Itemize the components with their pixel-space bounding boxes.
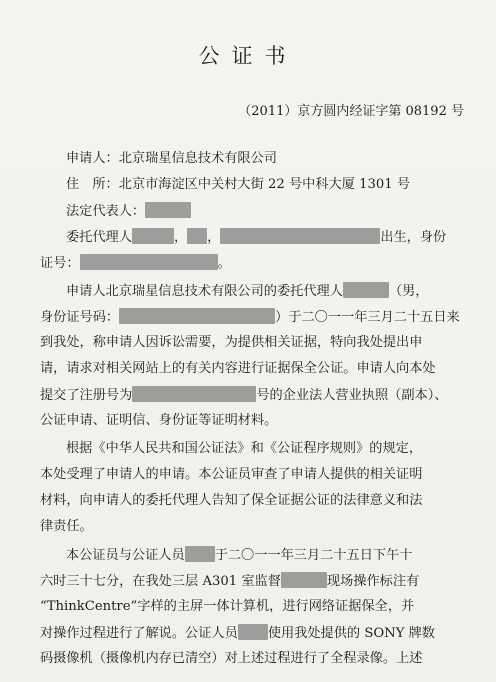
para1-line4 [40,360,478,378]
text: 码摄像机（摄像机内存已清空）对上述过程进行了全程录像。上述 [40,651,423,666]
agent-birth-text: 出生，身份 [380,230,447,245]
agent-id-line [40,254,478,273]
text: 提交了注册号为 [40,388,133,403]
para2-line4 [40,518,478,536]
address-value: 北京市海淀区中关村大街 22 号中科大厦 1301 号 [118,177,411,192]
text: 使用我处提供的 SONY 牌数 [267,626,435,641]
text: 六时三十七分，在我处三层 A301 室监督 [40,574,281,589]
para3-line2 [40,572,478,591]
text: 根据《中华人民共和国公证法》和《公证程序规则》的规定， [66,441,423,456]
para3-line1 [40,546,478,565]
text: 对操作过程进行了解说。公证人员 [40,626,238,641]
text: 到我处，称申请人因诉讼需要，为提供相关证据，特向我处提出申 [40,335,423,350]
document-number: （2011）京方圆内经证字第 08192 号 [238,104,464,119]
para1-line5 [40,386,478,405]
legal-rep-line [40,202,478,221]
legal-rep-label: 法定代表人： [66,204,146,219]
para3-line5 [40,650,478,668]
text: 号的企业法人营业执照（副本）、 [256,388,448,403]
redaction-block [145,202,191,218]
para1-line3 [40,334,478,352]
address-label: 住 所： [66,177,119,192]
redaction-block [132,386,256,402]
para3-line3 [40,598,478,616]
text: 于二〇一一年三月二十五日下午十 [214,548,413,563]
text: 律责任。 [40,519,93,534]
text: 现场操作标注有 [326,574,420,589]
agent-id-label: 证号： [40,256,80,271]
redaction-block [238,624,268,640]
redaction-block [187,228,207,244]
text: 本处受理了申请人的申请。本公证员审查了申请人提供的相关证明 [40,467,423,482]
redaction-block [132,228,174,244]
redaction-block [185,546,215,562]
text: 材料，向申请人的委托代理人告知了保全证据公证的法律意义和法 [40,493,423,508]
text: 本公证员与公证人员 [66,548,185,563]
agent-line [40,228,478,247]
redaction-block [343,282,389,298]
separator: ， [173,230,188,245]
text: 申请人北京瑞星信息技术有限公司的委托代理人 [66,284,343,299]
period: 。 [217,256,231,271]
para1-line2 [40,308,478,327]
separator: ， [207,230,221,245]
para2-line2 [40,466,478,484]
para2-line3 [40,492,478,510]
para2-line1 [40,440,478,458]
applicant-value: 北京瑞星信息技术有限公司 [118,151,277,166]
text: 请，请求对相关网站上的有关内容进行证据保全公证。申请人向本处 [40,361,436,376]
para1-line1 [40,282,478,301]
redaction-block [119,308,275,324]
para1-line6 [40,412,478,430]
text: ）于二〇一一年三月二十五日来 [275,310,460,325]
text: “ThinkCentre”字样的主屏一体计算机，进行网络证据保全，并 [40,599,415,614]
text: （男， [388,284,429,299]
document-title: 公证书 [198,44,298,68]
redaction-block [281,572,327,588]
agent-label: 委托代理人 [66,230,132,245]
redaction-block [80,254,218,270]
applicant-label: 申请人： [66,151,119,166]
para3-line4 [40,624,478,643]
text: 公证申请、证明信、身份证等证明材料。 [40,413,278,428]
address-line [40,176,478,194]
applicant-line [40,150,478,168]
text: 身份证号码： [40,310,120,325]
redaction-block [220,228,380,244]
